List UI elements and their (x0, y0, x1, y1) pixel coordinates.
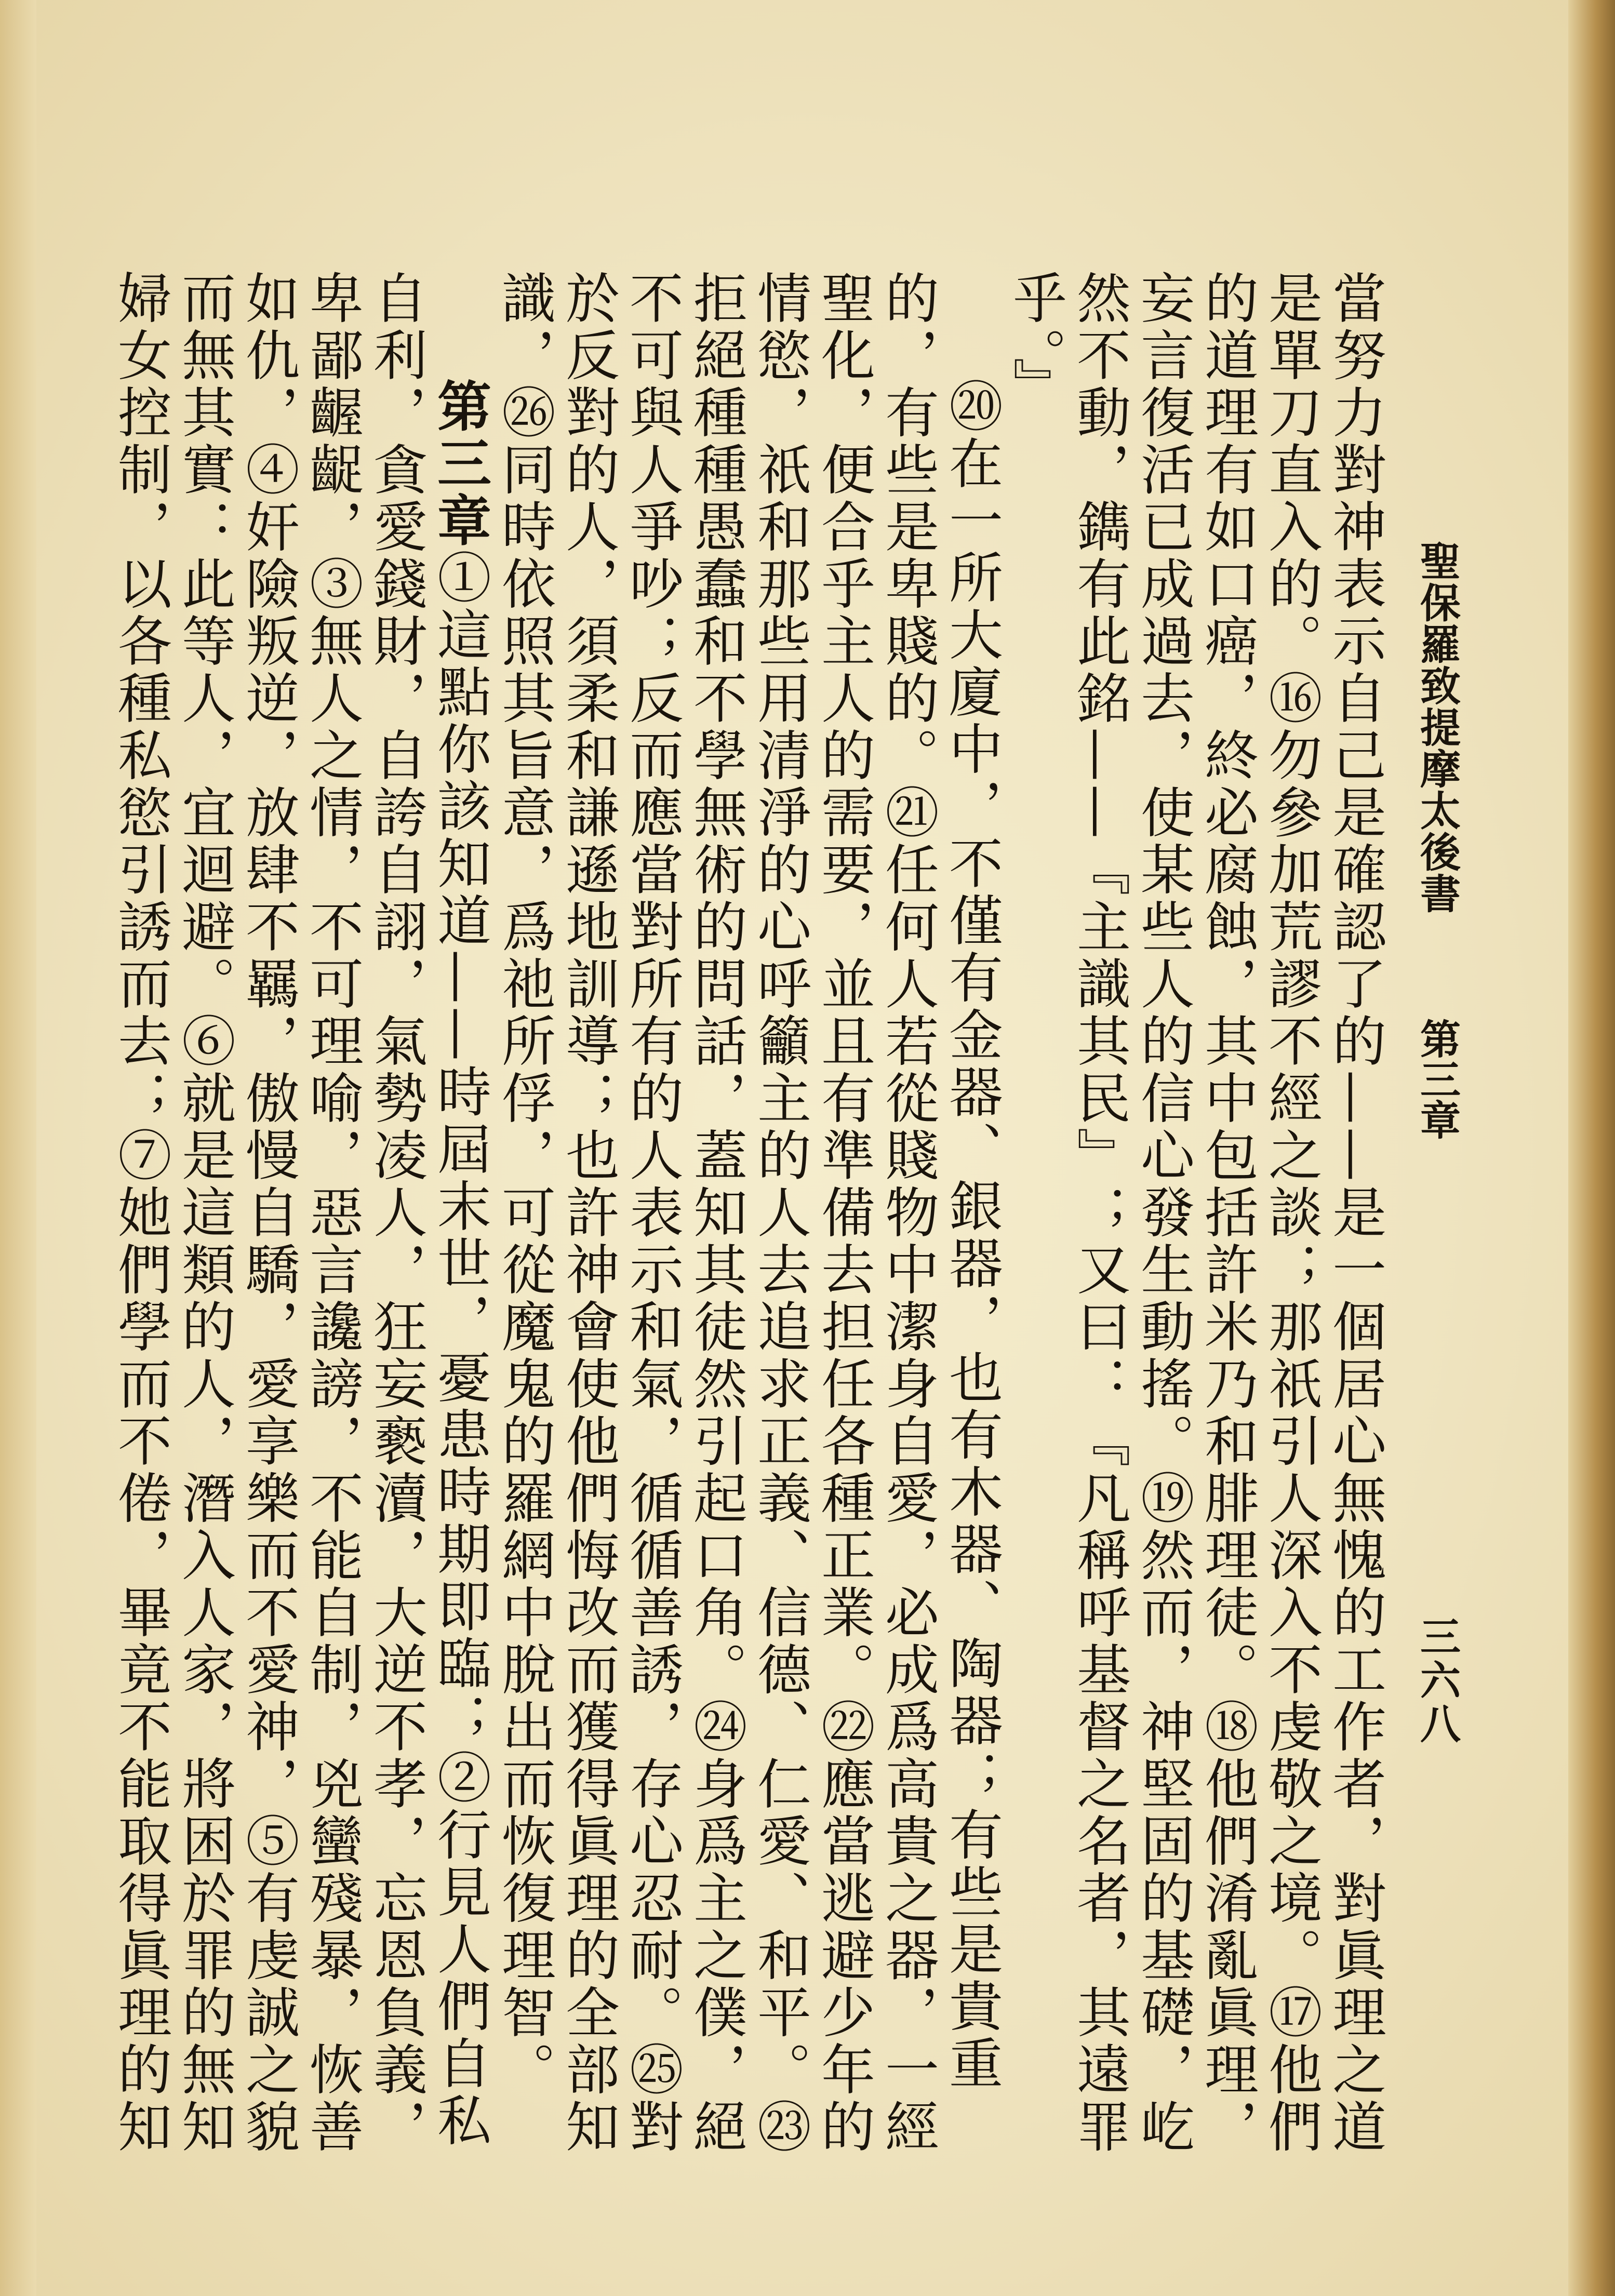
page-edge-left (0, 0, 36, 2296)
paragraph-1: 當努力對神表示自己是確認了的——是一個居心無愧的工作者，對眞理之道是單刀直入的。⑯勿參加荒謬不經之談；那祇引人深入不虔敬之境。⑰他們的道理有如口癌，終必腐蝕，其中包括許米乃和腓理徒。⑱他們淆亂眞理，妄言復活已成過去，使某些人的信心發生動搖。⑲然而，神堅固的基礎，屹然不動，鐫有此銘——『主識其民』；又曰：『凡稱呼基督之名者，其遠罪乎。』 (1004, 270, 1386, 2156)
chapter-heading: 第三章 (1413, 1018, 1461, 1140)
body-text (109, 270, 1386, 2166)
paragraph-2: ⑳在一所大廈中，不僅有金器、銀器，也有木器、陶器；有些是貴重的，有些是卑賤的。㉑任何人若從賤物中潔身自愛，必成爲高貴之器，一經聖化，便合乎主人的需要，並且有準備去担任各種正業。㉒應當逃避少年的情慾，祇和那些用清淨的心呼籲主的人去追求正義、信德、仁愛、和平。㉓拒絕種種愚蠢和不學無術的問話，蓋知其徒然引起口角。㉔身爲主之僕，絕不可與人爭吵；反而應當對所有的人表示和氣，循循善誘，存心忍耐。㉕對於反對的人，須柔和謙遜地訓導；也許神會使他們悔改而獲得眞理的全部知識，㉖同時依照其旨意，爲祂所俘，可從魔鬼的羅網中脫出而恢復理智。 (492, 270, 1003, 2156)
page-edge-right (1568, 0, 1615, 2296)
chapter-3-label: 第三章 (428, 378, 492, 550)
paragraph-3 (108, 270, 492, 2166)
page-number: 三六八 (1413, 1616, 1461, 1746)
paragraph-3-text: ①這點你該知道——時屆末世，憂患時期即臨；②行見人們自私自利，貪愛錢財，自誇自詡，氣勢凌人，狂妄褻瀆，大逆不孝，忘恩負義，卑鄙齷齪，③無人之情，不可理喻，惡言讒謗，不能自制，兇蠻殘暴，恢善如仇，④奸險叛逆，放肆不羈，傲慢自驕，愛享樂而不愛神，⑤有虔誠之貌而無其實：此等人，宜迴避。⑥就是這類的人，潛入人家，將困於罪的無知婦女控制，以各種私慾引誘而去；⑦她們學而不倦，畢竟不能取得眞理的知 (109, 270, 491, 2156)
running-title: 聖保羅致提摩太後書 (1413, 540, 1461, 914)
